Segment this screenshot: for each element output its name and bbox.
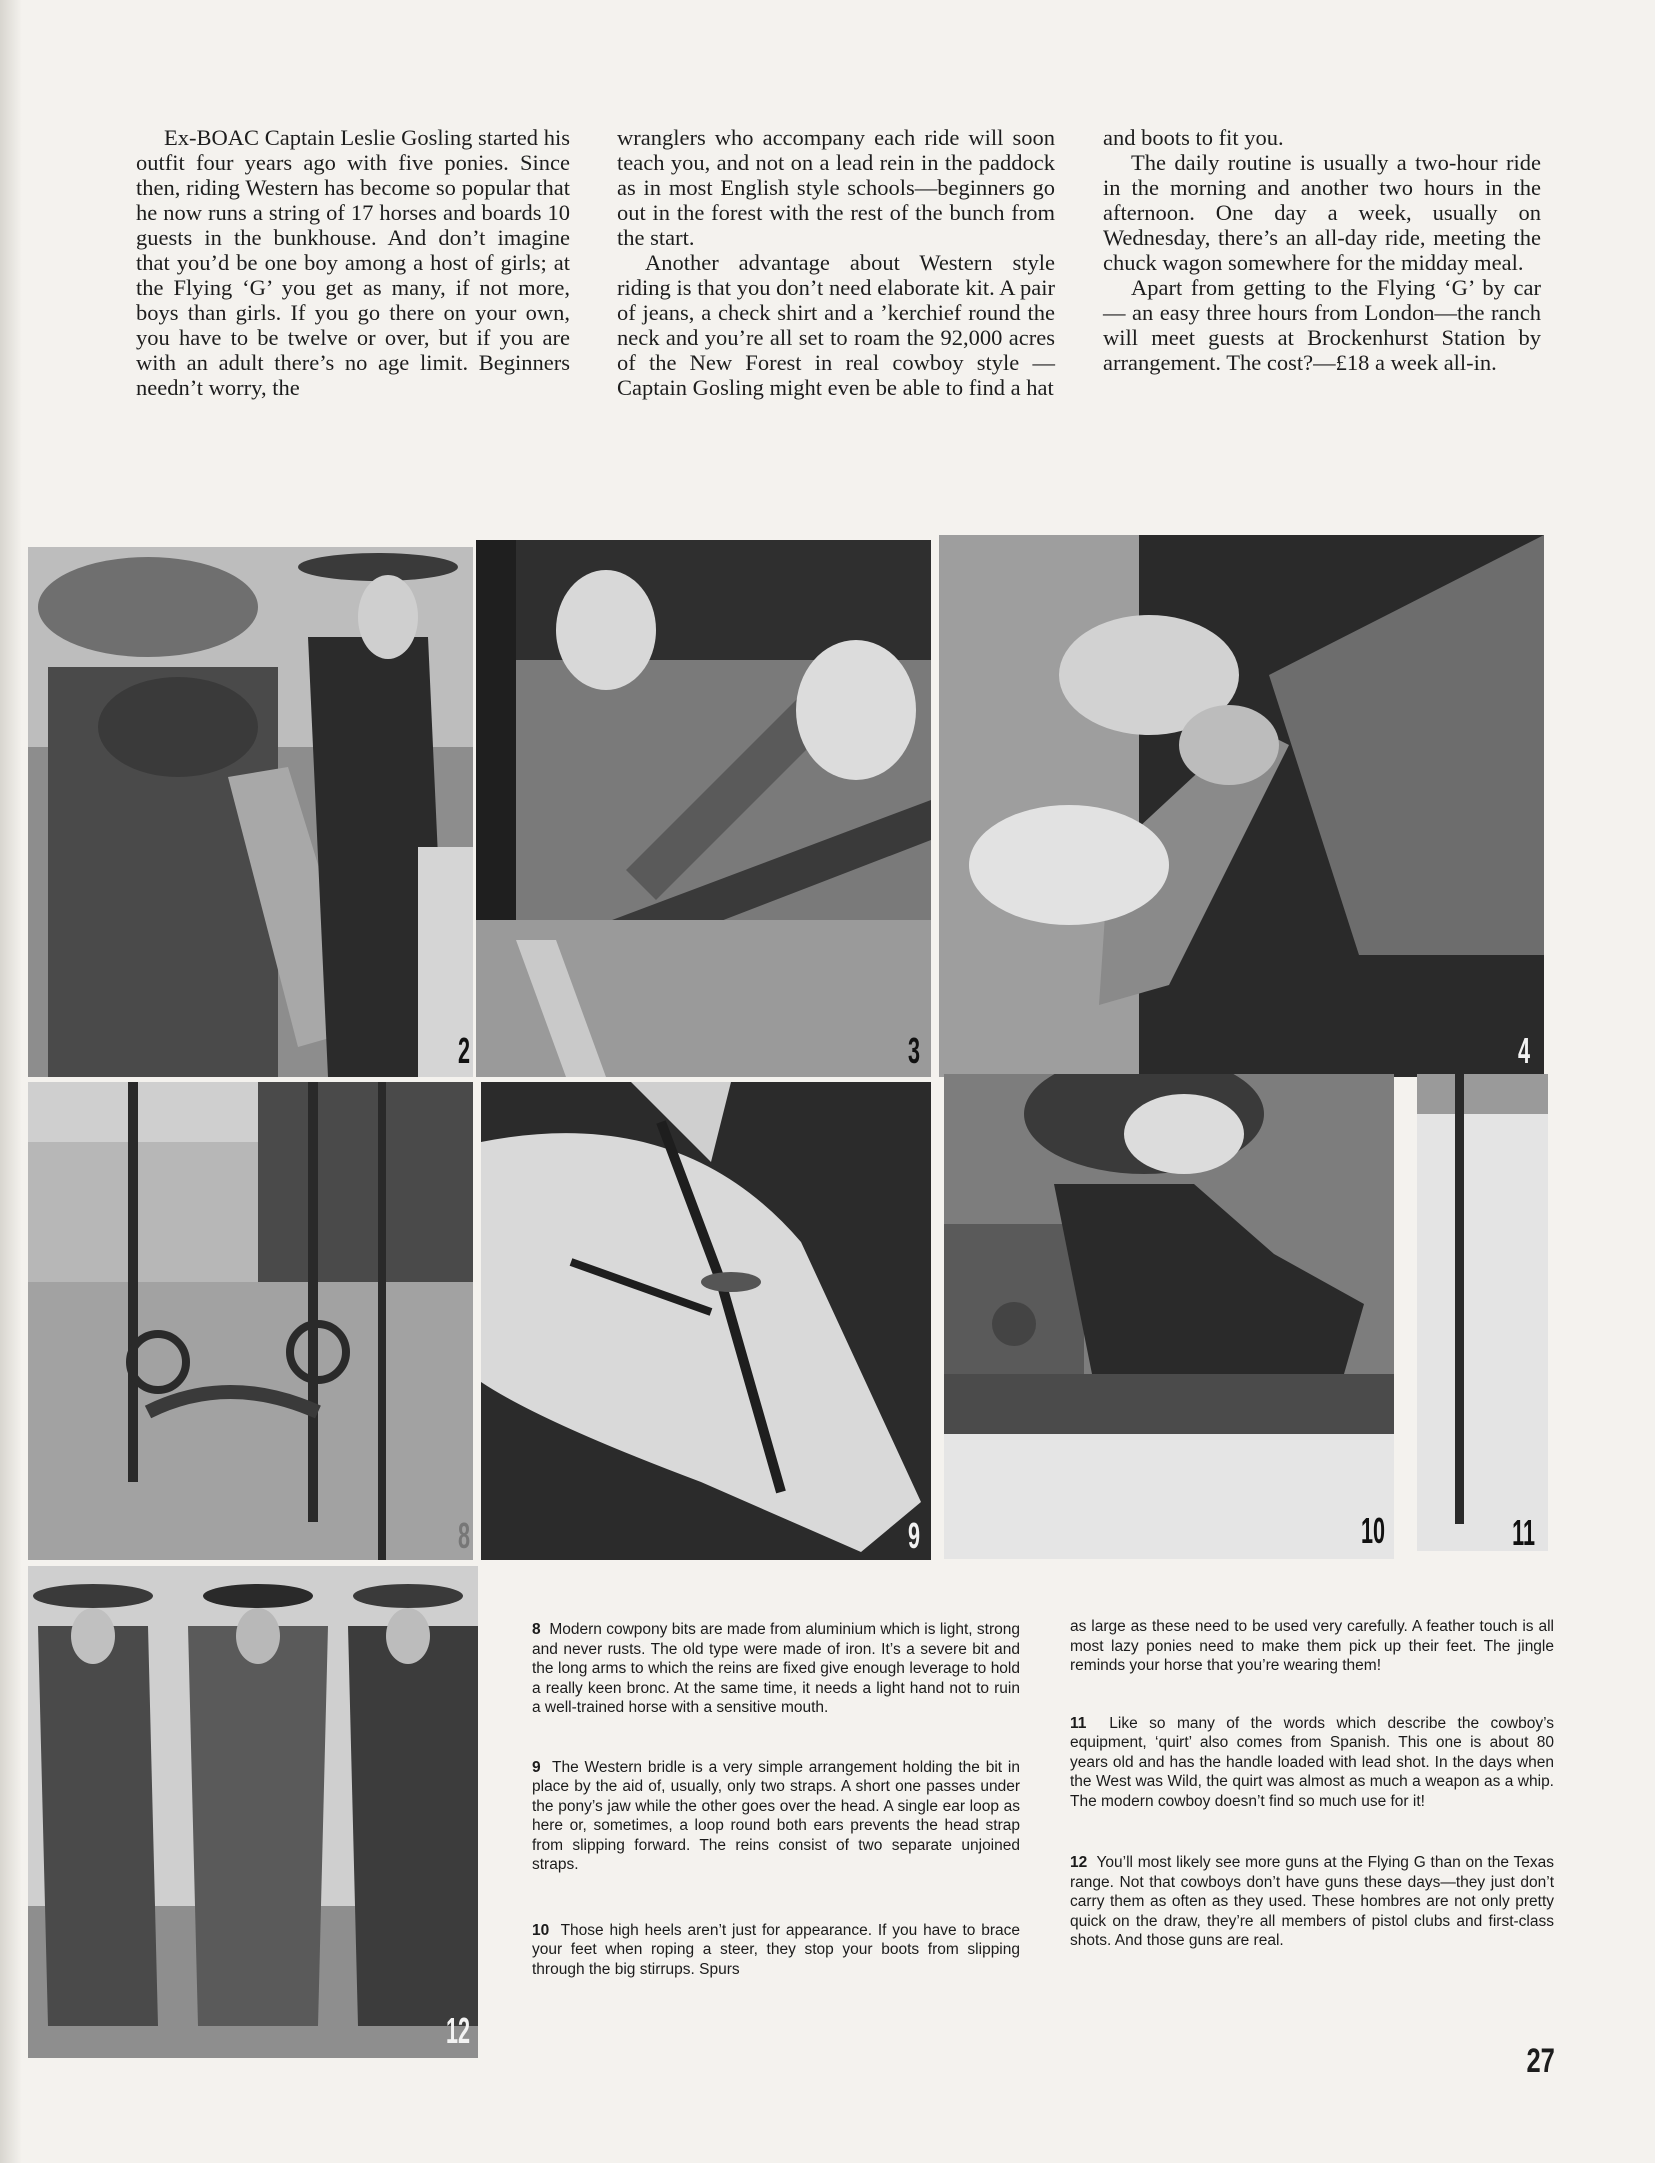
article-paragraph: Another advantage about Western style riding is that you don’t need elaborate kit. A pair of jeans, a check shirt and a ’kerchief round the neck and you’re all set to roam the 92,000 acres of the New Forest in real cowboy style — Captain Gosling might even be able to find a hat <box>617 250 1055 400</box>
caption-number: 11 <box>1070 1714 1087 1732</box>
photo-3-strap <box>476 540 931 1077</box>
photo-10-boot-spur <box>944 1074 1394 1559</box>
page-binding-shadow <box>0 0 22 2163</box>
caption-number: 10 <box>532 1921 550 1939</box>
caption-column-1 <box>532 1620 1020 1979</box>
photo-9-horse-bridle <box>481 1082 931 1560</box>
article-paragraph: and boots to fit you. <box>1103 125 1284 150</box>
photo-8-bit <box>28 1082 473 1560</box>
caption-12 <box>1070 1853 1554 1951</box>
photo-number: 9 <box>907 1515 920 1556</box>
photo-number: 3 <box>907 1030 920 1071</box>
article-column-1 <box>136 125 570 400</box>
caption-11 <box>1070 1714 1554 1812</box>
article-column-2 <box>617 125 1055 400</box>
page-number: 27 <box>1526 2042 1555 2080</box>
caption-10-continued: as large as these need to be used very carefully. A feather touch is all most lazy ponies need to make them pick up their feet. The jingle reminds your horse that you’re wearing them! <box>1070 1618 1554 1674</box>
caption-text: Modern cowpony bits are made from aluminium which is light, strong and never rusts. The old type were made of iron. It’s a severe bit and the long arms to which the reins are fixed give enough leverage to hold a really keen bronc. At the same time, it needs a light hand not to ruin a well-trained horse with a sensitive mouth. <box>532 1621 1020 1716</box>
article-column-3 <box>1103 125 1541 375</box>
article-paragraph: The daily routine is usually a two-hour ride in the morning and another two hours in the afternoon. One day a week, usually on Wednesday, there’s an all-day ride, meeting the chuck wagon somewhere for the midday meal. <box>1103 150 1541 275</box>
caption-8 <box>532 1620 1020 1718</box>
photo-2-saddling <box>28 547 473 1077</box>
caption-text: Like so many of the words which describe the cowboy’s equipment, ‘quirt’ also comes from Spanish. This one is about 80 years old and has the handle loaded with lead shot. In the days when the West was Wild, the quirt was almost as much a weapon as a whip. The modern cowboy doesn’t find so much use for it! <box>1070 1714 1554 1810</box>
photo-11-quirt <box>1417 1074 1548 1551</box>
caption-number: 9 <box>532 1758 541 1776</box>
caption-10 <box>532 1921 1020 1980</box>
photo-12-cowboys <box>28 1566 478 2058</box>
caption-9 <box>532 1758 1020 1875</box>
photo-4-stirrup <box>939 535 1544 1077</box>
article-paragraph: Apart from getting to the Flying ‘G’ by car — an easy three hours from London—the ranch will meet guests at Brockenhurst Station by arrangement. The cost?—£18 a week all-in. <box>1103 275 1541 375</box>
photo-number: 10 <box>1360 1510 1385 1551</box>
caption-text: Those high heels aren’t just for appearance. If you have to brace your feet when roping a steer, they stop your boots from slipping through the big stirrups. Spurs <box>532 1921 1020 1978</box>
caption-number: 12 <box>1070 1854 1088 1871</box>
caption-column-2 <box>1070 1617 1554 1951</box>
caption-text: You’ll most likely see more guns at the Flying G than on the Texas range. Not that cowboys don’t have guns these days—they just don’t carry them as often as they used. These hombres are not only pretty quick on the draw, they’re all members of pistol clubs and first-class shots. And those guns are real. <box>1070 1854 1554 1949</box>
photo-number: 8 <box>457 1515 470 1556</box>
photo-number: 11 <box>1512 1512 1535 1553</box>
photo-number: 4 <box>1517 1030 1530 1071</box>
photo-number: 2 <box>457 1030 470 1071</box>
caption-text: The Western bridle is a very simple arrangement holding the bit in place by the aid of, usually, only two straps. A short one passes under the pony’s jaw while the other goes over the head. A single ear loop as here or, sometimes, a loop round both ears prevents the head strap from slipping forward. The reins consist of two separate unjoined straps. <box>532 1758 1020 1873</box>
article-paragraph: Ex-BOAC Captain Leslie Gosling started his outfit four years ago with five ponies. Since then, riding Western has become so popular that he now runs a string of 17 horses and boards 10 guests in the bunkhouse. And don’t imagine that you’d be one boy among a host of girls; at the Flying ‘G’ you get as many, if not more, boys than girls. If you go there on your own, you have to be twelve or over, but if you are with an adult there’s no age limit. Beginners needn’t worry, the <box>136 125 570 400</box>
photo-number: 12 <box>445 2010 470 2051</box>
article-paragraph: wranglers who accompany each ride will soon teach you, and not on a lead rein in the paddock as in most English style schools—beginners go out in the forest with the rest of the bunch from the start. <box>617 125 1055 250</box>
caption-number: 8 <box>532 1621 541 1638</box>
